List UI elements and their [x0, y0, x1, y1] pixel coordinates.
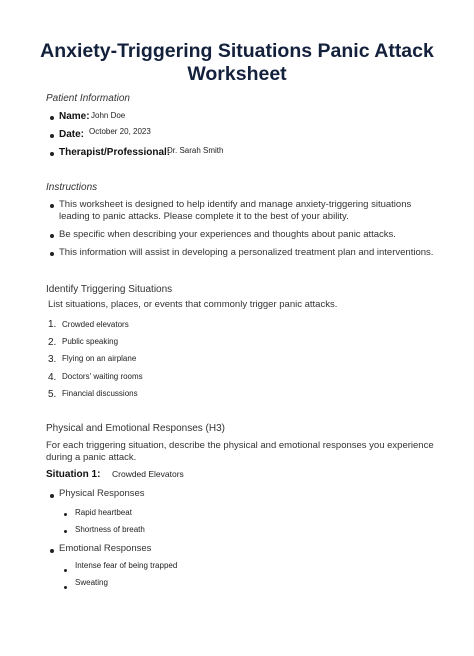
physical-response-item: Rapid heartbeat: [75, 508, 132, 517]
triggers-heading: Identify Triggering Situations: [46, 284, 173, 295]
situation-value: Crowded Elevators: [112, 469, 184, 479]
therapist-label: Therapist/Professional:: [59, 147, 171, 158]
bullet-icon: [50, 549, 54, 553]
situation-label: Situation 1:: [46, 469, 101, 480]
trigger-number: 3.: [48, 354, 57, 365]
responses-heading: Physical and Emotional Responses (H3): [46, 423, 225, 434]
emotional-response-item: Intense fear of being trapped: [75, 561, 178, 570]
date-label: Date:: [59, 129, 85, 140]
emotional-responses-label: Emotional Responses: [59, 543, 152, 554]
bullet-icon: [64, 530, 67, 533]
trigger-item: Financial discussions: [62, 389, 138, 398]
bullet-icon: [50, 252, 54, 256]
name-value: John Doe: [91, 111, 126, 120]
bullet-icon: [50, 494, 54, 498]
patient-info-heading: Patient Information: [46, 93, 130, 104]
trigger-item: Crowded elevators: [62, 320, 129, 329]
trigger-number: 5.: [48, 389, 57, 400]
triggers-description: List situations, places, or events that commonly trigger panic attacks.: [48, 299, 338, 310]
instruction-item-1: This worksheet is designed to help identify and manage anxiety-triggering situations leading to panic attacks. Please complete it to the best of your ability.: [59, 199, 412, 222]
emotional-response-item: Sweating: [75, 578, 108, 587]
bullet-icon: [50, 152, 54, 156]
instructions-heading: Instructions: [46, 182, 98, 193]
trigger-number: 2.: [48, 337, 57, 348]
name-label: Name:: [59, 111, 90, 122]
bullet-icon: [50, 134, 54, 138]
date-value: October 20, 2023: [89, 127, 151, 136]
trigger-item: Doctors' waiting rooms: [62, 372, 143, 381]
bullet-icon: [50, 116, 54, 120]
physical-responses-label: Physical Responses: [59, 488, 145, 499]
therapist-value: Dr. Sarah Smith: [167, 146, 224, 155]
bullet-icon: [64, 569, 67, 572]
bullet-icon: [64, 513, 67, 516]
instruction-item-3: This information will assist in developing a personalized treatment plan and interventions.: [59, 247, 434, 258]
physical-response-item: Shortness of breath: [75, 525, 145, 534]
bullet-icon: [50, 204, 54, 208]
instruction-item-2: Be specific when describing your experiences and thoughts about panic attacks.: [59, 229, 396, 240]
trigger-number: 1.: [48, 319, 57, 330]
bullet-icon: [64, 586, 67, 589]
responses-description: For each triggering situation, describe the physical and emotional responses you experience during a panic attack.: [46, 440, 434, 463]
trigger-number: 4.: [48, 372, 57, 383]
bullet-icon: [50, 234, 54, 238]
trigger-item: Public speaking: [62, 337, 119, 346]
trigger-item: Flying on an airplane: [62, 354, 137, 363]
page-title: Anxiety-Triggering Situations Panic Attack Worksheet: [40, 40, 434, 85]
